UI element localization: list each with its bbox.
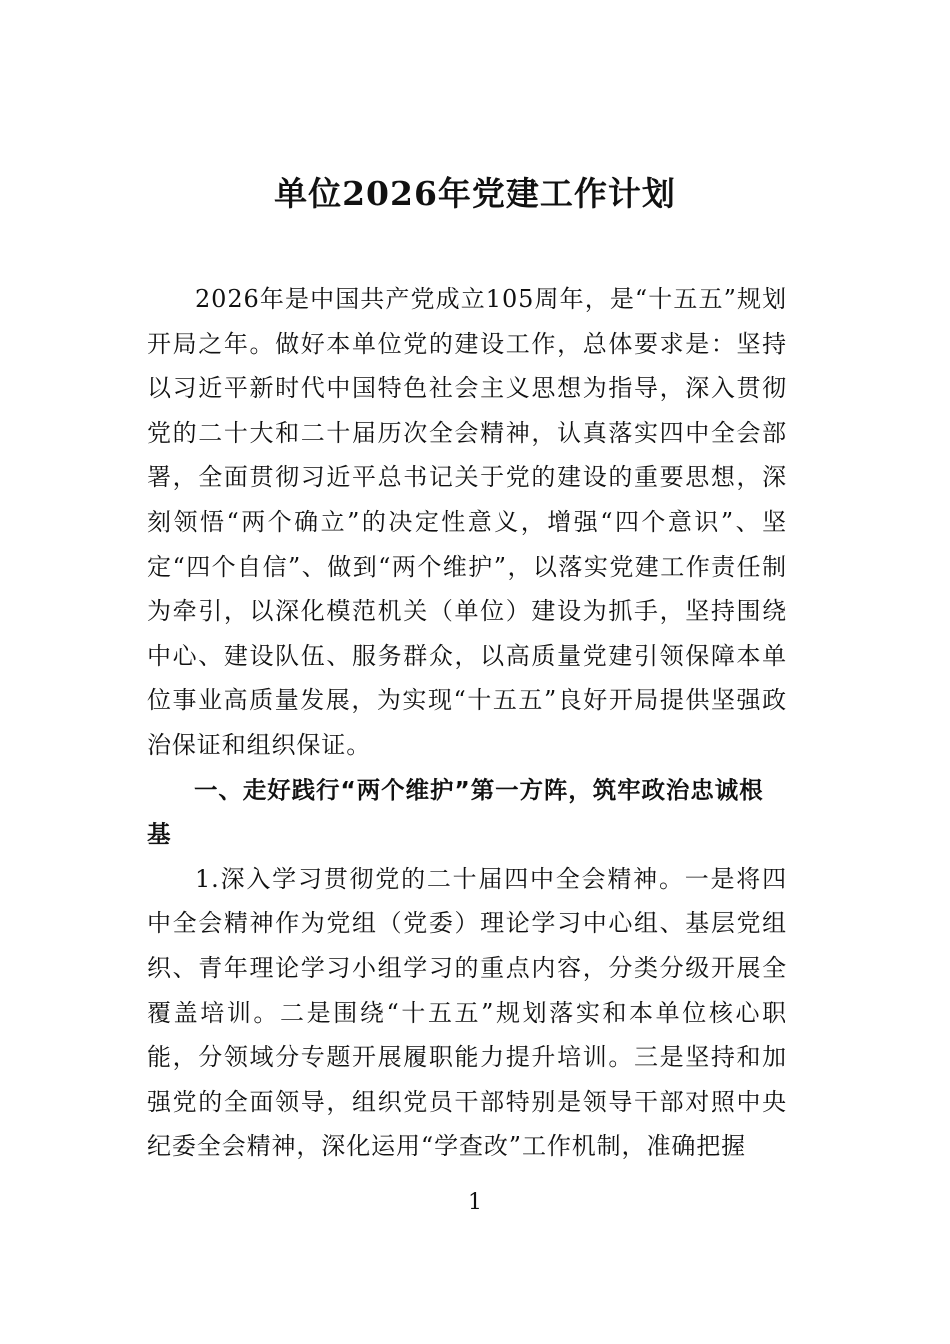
document-body xyxy=(147,277,787,1169)
page-number: 1 xyxy=(468,1190,482,1215)
item-paragraph-1: 1.深入学习贯彻党的二十届四中全会精神。一是将四中全会精神作为党组（党委）理论学习中心组、基层党组织、青年理论学习小组学习的重点内容，分类分级开展全覆盖培训。二是围绕“十五五”规划落实和本单位核心职能，分领域分专题开展履职能力提升培训。三是坚持和加强党的全面领导，组织党员干部特别是领导干部对照中央纪委全会精神，深化运用“学查改”工作机制，准确把握 xyxy=(147,864,787,1161)
intro-paragraph: 2026年是中国共产党成立105周年，是“十五五”规划开局之年。做好本单位党的建设工作，总体要求是：坚持以习近平新时代中国特色社会主义思想为指导，深入贯彻党的二十大和二十届历次全会精神，认真落实四中全会部署，全面贯彻习近平总书记关于党的建设的重要思想，深刻领悟“两个确立”的决定性意义，增强“四个意识”、坚定“四个自信”、做到“两个维护”，以落实党建工作责任制为牵引，以深化模范机关（单位）建设为抓手，坚持围绕中心、建设队伍、服务群众，以高质量党建引领保障本单位事业高质量发展，为实现“十五五”良好开局提供坚强政治保证和组织保证。 xyxy=(147,285,787,759)
document-title: 单位2026年党建工作计划 xyxy=(274,174,676,213)
section-heading-1: 一、走好践行“两个维护”第一方阵，筑牢政治忠诚根基 xyxy=(147,775,764,849)
